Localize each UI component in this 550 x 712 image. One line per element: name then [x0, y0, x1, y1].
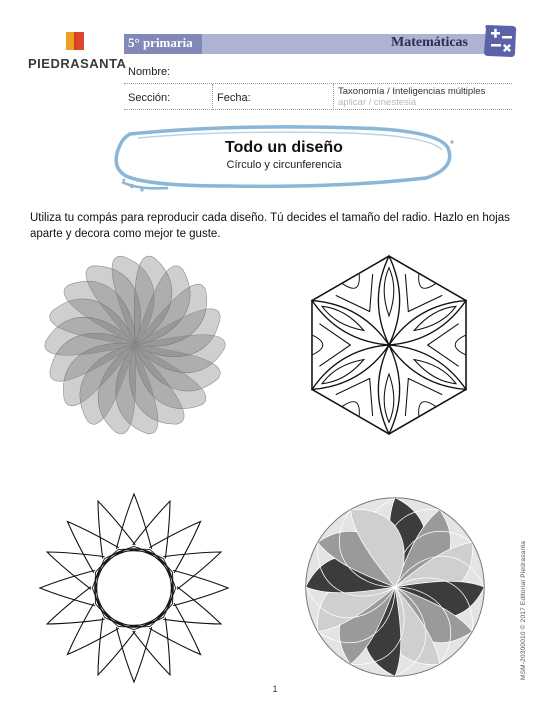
- inner-lens: [384, 374, 394, 422]
- petal-group: [134, 501, 221, 588]
- activity-title: Todo un diseño: [225, 139, 343, 156]
- star-arm: [378, 345, 399, 434]
- field-divider: [212, 84, 213, 110]
- edge-arc: [455, 335, 465, 354]
- petal-group: [118, 490, 197, 572]
- outer-petal: [55, 509, 119, 573]
- brand-name: PIEDRASANTA: [28, 56, 127, 71]
- petal-group: [47, 501, 134, 588]
- petal-group: [47, 588, 134, 675]
- section-line[interactable]: [124, 109, 512, 110]
- petal-group: [71, 604, 150, 686]
- center-circle: [95, 549, 173, 627]
- lens-shape: [378, 256, 399, 345]
- hexagon-star-design: [302, 248, 476, 442]
- math-operations-icon: [482, 24, 518, 58]
- chevron-line: [319, 324, 350, 367]
- crossing-strand: [87, 541, 134, 588]
- crossing-strand: [134, 541, 181, 588]
- page-number: 1: [272, 684, 278, 694]
- petal-group: [150, 572, 232, 651]
- outer-petal: [116, 494, 151, 549]
- crossing-strand: [97, 559, 105, 618]
- circle-rosette-design: [300, 492, 490, 682]
- petal-group: [71, 490, 150, 572]
- star-arm: [378, 256, 399, 345]
- subject-label: Matemáticas: [391, 35, 468, 50]
- taxonomy-label: Taxonomía / Inteligencias múltiples: [338, 86, 486, 97]
- book-logo-icon: [64, 30, 86, 52]
- inner-lens: [384, 268, 394, 316]
- activity-subtitle: Círculo y circunferencia: [226, 159, 342, 171]
- crossing-strand: [134, 588, 181, 635]
- name-line[interactable]: [124, 83, 512, 84]
- crossing-strand: [163, 559, 171, 618]
- taxonomy-values: aplicar / cinestesia: [338, 97, 417, 108]
- petal-flower-design: [40, 250, 230, 440]
- petal-group: [150, 525, 232, 604]
- field-divider: [333, 84, 334, 110]
- crossing-strand: [105, 551, 164, 559]
- petal-group: [134, 588, 221, 675]
- outer-petal: [116, 627, 151, 682]
- piedrasanta-logo: [28, 30, 127, 74]
- petal-group: [36, 572, 118, 651]
- lens-shape: [378, 345, 399, 434]
- chevron-line: [428, 324, 459, 367]
- name-label: Nombre:: [128, 66, 171, 78]
- instructions: Utiliza tu compás para reproducir cada diseño. Tú decides el tamaño del radio. Hazlo en hojas aparte y decora como mejor te guste.: [30, 212, 510, 240]
- outer-petal: [149, 509, 213, 573]
- crossing-strand: [105, 617, 164, 625]
- ring-of-petals-design: [36, 490, 232, 686]
- edge-arm: [313, 324, 351, 367]
- edge-arm: [428, 324, 466, 367]
- outer-petal: [55, 603, 119, 667]
- copyright-credit: MSM-20300010 © 2017 Editorial Piedrasanta: [520, 540, 527, 680]
- grade-label: 5° primaria: [128, 35, 193, 50]
- petal-group: [36, 525, 118, 604]
- edge-arc: [313, 335, 323, 354]
- date-label: Fecha:: [217, 92, 251, 104]
- section-label: Sección:: [128, 92, 171, 104]
- petal-group: [118, 604, 197, 686]
- outer-petal: [149, 603, 213, 667]
- outer-petal: [173, 570, 228, 605]
- outer-petal: [40, 570, 95, 605]
- crossing-strand: [87, 588, 134, 635]
